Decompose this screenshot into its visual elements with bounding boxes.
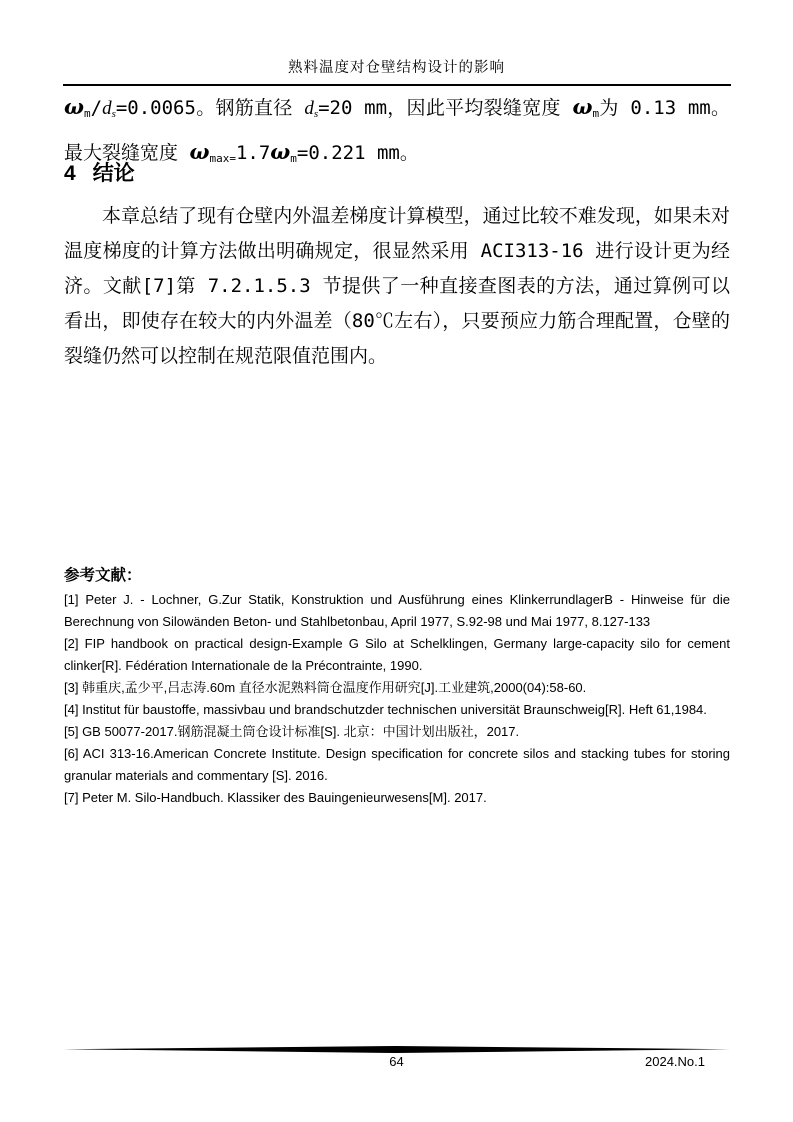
issue-label: 2024.No.1 [645,1054,705,1069]
reference-item: [2] FIP handbook on practical design-Example G Silo at Schelklingen, Germany large-capacity silo for cement clinker[R]. Fédération Internationale de la Précontrainte, 1990. [64,636,730,673]
running-header-title: 熟料温度对仓壁结构设计的影响 [288,60,505,76]
formula-text: =0.221 mm。 [296,142,419,164]
formula-text: =20 mm，因此平均裂缝宽度 [318,97,573,119]
subscript-s: s [111,108,116,120]
subscript-m: m [84,107,91,120]
conclusion-paragraph: 本章总结了现有仓壁内外温差梯度计算模型，通过比较不难发现，如果未对温度梯度的计算方法做出明确规定，很显然采用 ACI313-16 进行设计更为经济。文献[7]第 7.2.1.5.3 节提供了一种直接查图表的方法，通过算例可以看出，即使存在较大的内外温差（80℃左右），只要预应力筋合理配置，仓壁的裂缝仍然可以控制在规范限值范围内。 [64,205,730,367]
section-title: 结论 [92,162,135,185]
variable-d: d [102,98,112,119]
divide-sign: / [90,97,103,119]
omega-symbol: ω [189,139,210,164]
subscript-s: s [313,108,319,120]
reference-item: [1] Peter J. - Lochner, G.Zur Statik, Konstruktion und Ausführung eines KlinkerrundlagerB - Hinweise für die Berechnung von Silowänden Beton- und Stahlbetonbau, April 1977, S.92-98 und Mai 1977, 8.127-133 [64,592,730,629]
formula-paragraph [64,88,730,177]
variable-d: d [304,98,314,119]
footer-spindle-rule [63,1046,730,1054]
formula-text: =0.0065。钢筋直径 [115,97,305,119]
reference-item: [7] Peter M. Silo-Handbuch. Klassiker des Bauingenieurwesens[M]. 2017. [64,790,487,805]
page-number: 64 [389,1054,404,1069]
subscript-m: m [592,107,600,120]
reference-item: [4] Institut für baustoffe, massivbau und brandschutzder technischen universität Braunschweig[R]. Heft 61,1984. [64,702,707,717]
formula-text: 为 0.13 mm。最大裂缝宽度 [64,97,731,164]
references-list [64,589,730,809]
section-number: 4 [64,162,76,185]
section-heading [64,157,135,187]
reference-item: [6] ACI 313-16.American Concrete Institute. Design specification for concrete silos and stacking tubes for storing granular materials and commentary [S]. 2016. [64,746,730,783]
references-heading: 参考文献： [64,567,142,584]
omega-symbol: ω [64,94,84,119]
subscript-max: max= [209,152,236,165]
header-rule [63,84,731,86]
reference-item: [3] 韩重庆,孟少平,吕志涛.60m 直径水泥熟料筒仓温度作用研究[J].工业建筑,2000(04):58-60. [64,680,587,695]
reference-item: [5] GB 50077-2017.钢筋混凝土筒仓设计标准[S]. 北京：中国计划出版社，2017. [64,724,520,739]
subscript-m: m [290,152,297,165]
omega-symbol: ω [270,139,291,164]
omega-symbol: ω [572,94,593,119]
formula-text: 1.7 [235,142,271,164]
